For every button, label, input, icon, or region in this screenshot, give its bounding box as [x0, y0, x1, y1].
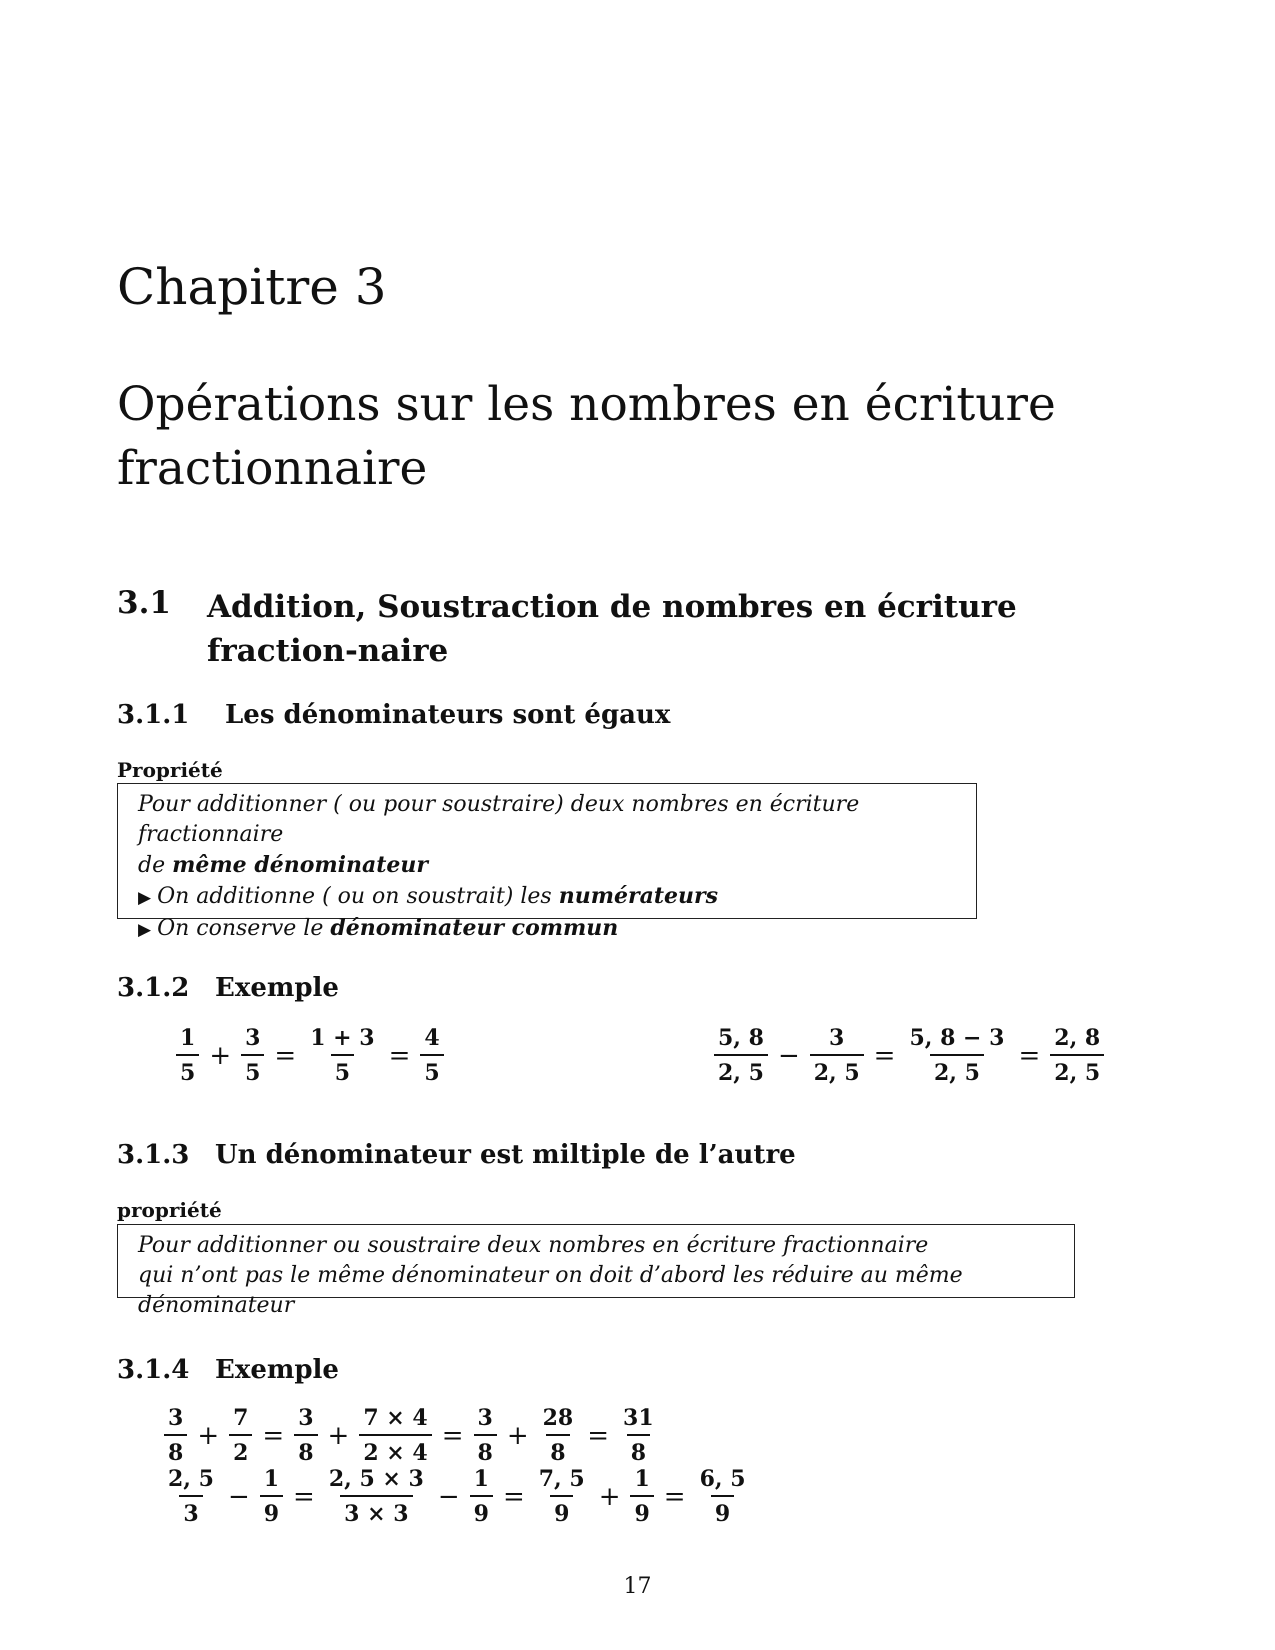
property-line: Pour additionner ou soustraire deux nombres en écriture fractionnaire [138, 1233, 929, 1258]
triangle-bullet-icon: ▶ [138, 920, 152, 940]
section-number: 3.1 [117, 585, 171, 621]
property-line: Pour additionner ( ou pour soustraire) deux nombres en écriture fractionnaire [138, 792, 860, 847]
example-equation: $\frac{2, 5}{3}$ − $\frac{1}{9}$ = $\frac{2, 5 \times 3}{3 \times 3}$ − $\frac{1}{9}$ = $\frac{7, 5}{9}$ + $\frac{1}{9}$ = $\frac{6, 5}{9}$ [160, 1466, 754, 1527]
fraction: $\frac{4}{5}$ [420, 1025, 443, 1086]
property-bullet: ▶ On additionne ( ou on soustrait) les numérateurs [138, 883, 718, 909]
property-box [117, 1224, 1075, 1318]
example-equation: $\frac{5, 8}{2, 5}$ − $\frac{3}{2, 5}$ = $\frac{5, 8 - 3}{2, 5}$ = $\frac{2, 8}{2, 5}$ [710, 1025, 1108, 1086]
subsection-title: Exemple [215, 973, 339, 1003]
fraction: $\frac{3}{2, 5}$ [810, 1025, 864, 1086]
section-title: Addition, Soustraction de nombres en écriture fraction-naire [207, 589, 1017, 669]
subsection-title: Exemple [215, 1355, 339, 1385]
fraction: $\frac{3}{8}$ [474, 1405, 497, 1466]
chapter-number: Chapitre 3 [117, 258, 387, 316]
property-line: de même dénominateur [138, 852, 428, 878]
property-box [117, 783, 977, 941]
fraction: $\frac{7, 5}{9}$ [538, 1466, 585, 1527]
fraction: $\frac{7}{2}$ [229, 1405, 252, 1466]
fraction: $\frac{2, 8}{2, 5}$ [1050, 1025, 1104, 1086]
fraction: $\frac{31}{8}$ [623, 1405, 654, 1466]
fraction: $\frac{3}{8}$ [164, 1405, 187, 1466]
property-label: propriété [117, 1198, 222, 1222]
fraction: $\frac{2, 5 \times 3}{3 \times 3}$ [328, 1466, 424, 1527]
subsection-number: 3.1.2 [117, 973, 190, 1003]
fraction: $\frac{3}{5}$ [241, 1025, 264, 1086]
subsection-number: 3.1.3 [117, 1140, 190, 1170]
fraction: $\frac{3}{8}$ [294, 1405, 317, 1466]
fraction: $\frac{1 + 3}{5}$ [310, 1025, 375, 1086]
property-bullet: ▶ On conserve le dénominateur commun [138, 915, 619, 941]
subsection-number: 3.1.4 [117, 1355, 190, 1385]
fraction: $\frac{1}{5}$ [176, 1025, 199, 1086]
fraction: $\frac{1}{9}$ [470, 1466, 493, 1527]
fraction: $\frac{1}{9}$ [260, 1466, 283, 1527]
subsection-title: Les dénominateurs sont égaux [225, 700, 671, 730]
fraction: $\frac{6, 5}{9}$ [699, 1466, 746, 1527]
property-label: Propriété [117, 758, 223, 782]
subsection-number: 3.1.1 [117, 700, 190, 730]
page-number: 17 [623, 1574, 652, 1599]
fraction: $\frac{7 \times 4}{2 \times 4}$ [359, 1405, 431, 1466]
example-equation: $\frac{3}{8}$ + $\frac{7}{2}$ = $\frac{3}{8}$ + $\frac{7 \times 4}{2 \times 4}$ = $\frac{3}{8}$ + $\frac{28}{8}$ = $\frac{31}{8}$ [160, 1405, 662, 1466]
fraction: $\frac{5, 8}{2, 5}$ [714, 1025, 768, 1086]
fraction: $\frac{1}{9}$ [630, 1466, 653, 1527]
triangle-bullet-icon: ▶ [138, 888, 152, 908]
fraction: $\frac{5, 8 - 3}{2, 5}$ [909, 1025, 1005, 1086]
fraction: $\frac{2, 5}{3}$ [168, 1466, 214, 1527]
subsection-title: Un dénominateur est miltiple de l’autre [215, 1140, 796, 1170]
property-line: qui n’ont pas le même dénominateur on doit d’abord les réduire au même dénominateur [138, 1263, 963, 1318]
fraction: $\frac{28}{8}$ [542, 1405, 574, 1466]
example-equation: $\frac{1}{5}$ + $\frac{3}{5}$ = $\frac{1 + 3}{5}$ = $\frac{4}{5}$ [172, 1025, 448, 1086]
chapter-title: Opérations sur les nombres en écriture fractionnaire [117, 377, 1056, 496]
